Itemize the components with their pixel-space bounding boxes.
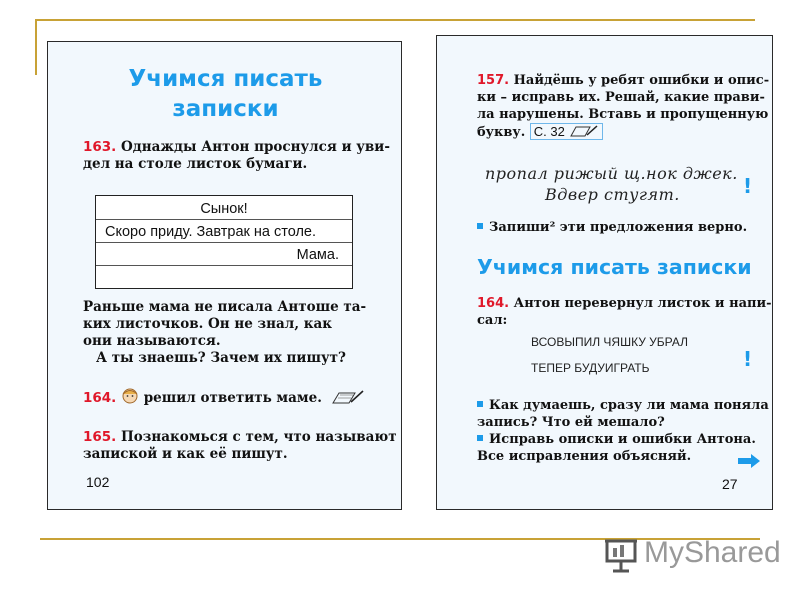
write-notebook-icon (569, 124, 599, 137)
exercise-164-right-line2: сал: (477, 313, 508, 328)
right-page-number: 27 (722, 476, 738, 492)
right-page (436, 35, 773, 510)
exercise-163 (83, 139, 403, 173)
antons-note-line-2: ТЕПЕР БУДУИГРАТЬ (531, 361, 650, 375)
page-reference (530, 123, 603, 140)
left-title-line2: записки (172, 96, 279, 122)
left-title-line1: Учимся писать (128, 66, 323, 92)
left-vertical-rule (35, 19, 37, 75)
exercise-163-line2: дел на столе листок бумаги. (83, 156, 308, 172)
attention-icon: ! (743, 174, 753, 198)
questions (477, 397, 772, 465)
note-signature: Мама. (296, 247, 339, 263)
presentation-board-icon (604, 536, 640, 574)
exercise-165-line2: запиской и как её пишут. (83, 446, 288, 462)
left-page-number: 102 (86, 474, 110, 490)
question-2-line1: Исправь описки и ошибки Антона. (489, 432, 756, 447)
note-body: Скоро приду. Завтрак на столе. (105, 224, 317, 240)
next-arrow-icon (737, 454, 761, 468)
bullet-icon (477, 401, 483, 407)
exercise-164-text: решил ответить маме. (143, 390, 322, 406)
exercise-157-line1: Найдёшь у ребят ошибки и опис- (513, 73, 770, 88)
myshared-logo (604, 536, 781, 576)
exercise-164 (83, 387, 403, 407)
boy-avatar-icon (121, 387, 139, 405)
question-2-line2: Все исправления объясняй. (477, 449, 692, 464)
paragraph-1-line3: они называются. (83, 333, 221, 349)
exercise-165 (83, 429, 403, 463)
exercise-164-right-number: 164. (477, 296, 510, 311)
left-page (47, 41, 402, 510)
exercise-164-right (477, 295, 772, 329)
task-write-correctly-text: Запиши² эти предложения верно. (489, 220, 748, 235)
note-line (96, 219, 352, 220)
bullet-icon (477, 435, 483, 441)
exercise-165-number: 165. (83, 429, 117, 445)
exercise-164-number: 164. (83, 390, 117, 406)
note-box (95, 195, 353, 289)
exercise-164-right-line1: Антон перевернул листок и напи- (513, 296, 772, 311)
note-greeting: Сынок! (200, 201, 248, 217)
exercise-157 (477, 72, 772, 141)
exercise-163-line1: Однажды Антон проснулся и уви- (121, 139, 390, 155)
exercise-165-line1: Познакомься с тем, что называют (121, 429, 397, 445)
handwritten-line-1: пропал рижый щ.нок джек. (485, 164, 738, 183)
attention-icon: ! (743, 347, 753, 371)
write-notebook-icon (331, 389, 365, 405)
antons-note-line-1: ВСОВЫПИЛ ЧЯШКУ УБРАЛ (531, 335, 689, 349)
bullet-icon (477, 223, 483, 229)
myshared-logo-text: MyShared (644, 536, 781, 569)
exercise-157-line2: ки – исправь их. Решай, какие прави- (477, 90, 765, 105)
note-line (96, 265, 352, 266)
paragraph-1-line4: А ты знаешь? Зачем их пишут? (96, 350, 346, 366)
paragraph-1 (83, 299, 403, 367)
exercise-157-number: 157. (477, 73, 510, 88)
page-reference-label: С. 32 (533, 124, 565, 139)
paragraph-1-line2: ких листочков. Он не знал, как (83, 316, 332, 332)
question-1-line1: Как думаешь, сразу ли мама поняла (489, 398, 769, 413)
right-title: Учимся писать записки (477, 255, 752, 279)
top-rule (35, 19, 755, 21)
question-1-line2: запись? Что ей мешало? (477, 415, 665, 430)
handwritten-line-2: Вдвер стугят. (545, 185, 680, 204)
task-write-correctly (477, 219, 772, 236)
exercise-163-number: 163. (83, 139, 117, 155)
exercise-157-line3: ла нарушены. Вставь и пропущенную (477, 107, 769, 122)
exercise-157-line4: букву. (477, 125, 526, 140)
note-line (96, 242, 352, 243)
paragraph-1-line1: Раньше мама не писала Антоше та- (83, 299, 367, 315)
